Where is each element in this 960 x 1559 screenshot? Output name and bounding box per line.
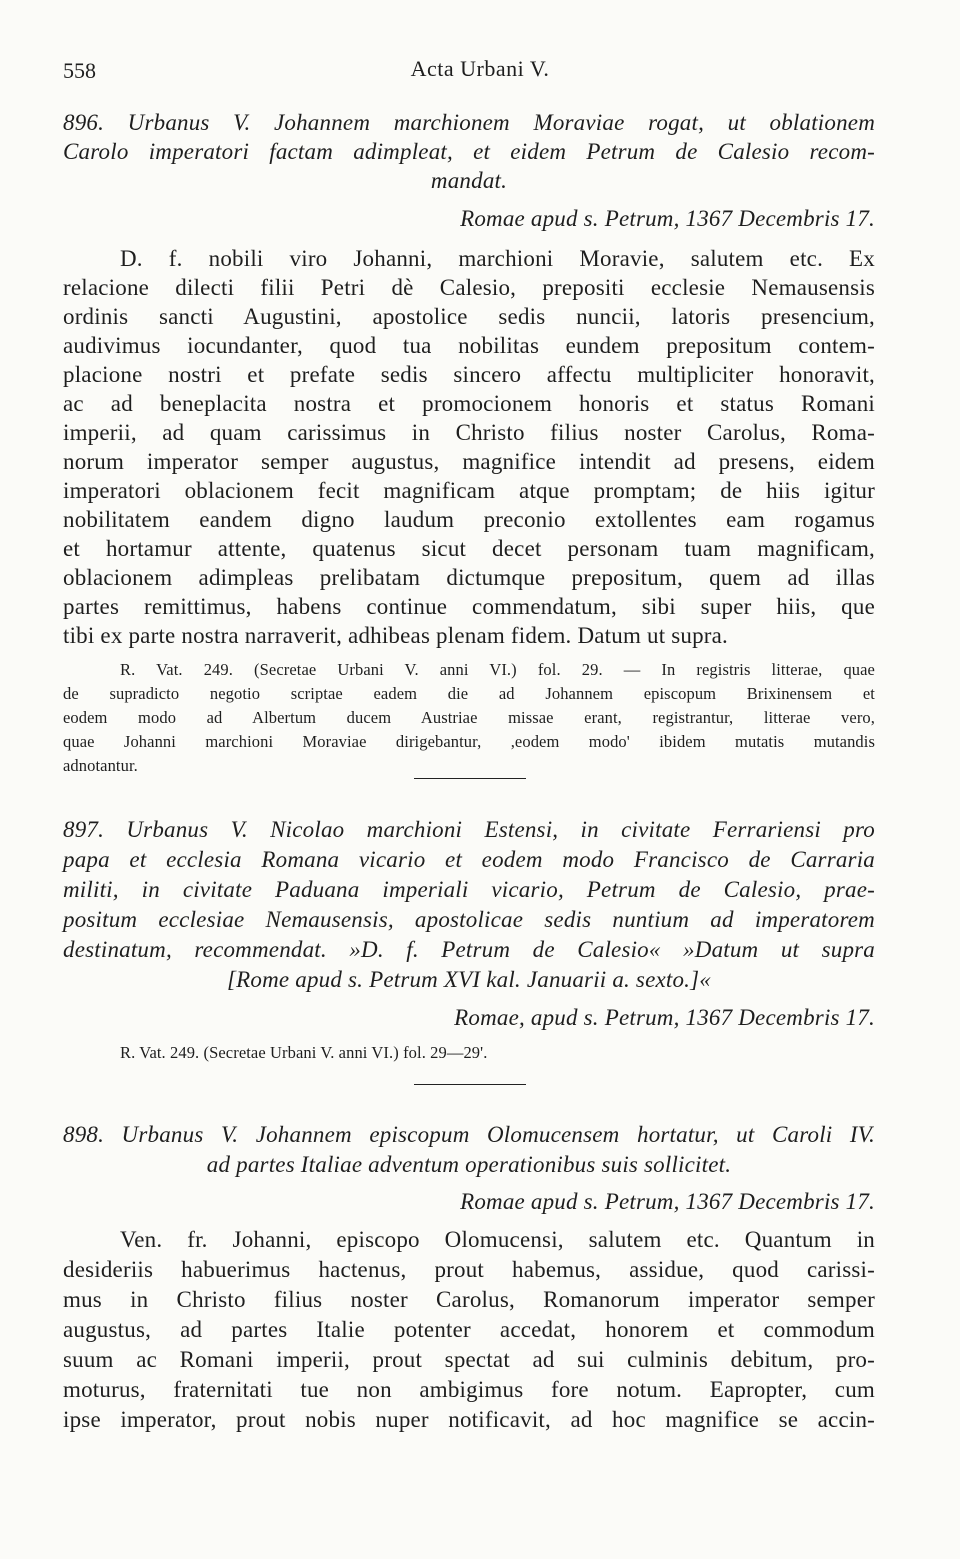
doc896-body-line: audivimus iocundanter, quod tua nobilitas eundem prepositum contem- [63, 333, 875, 358]
doc896-body-line: tibi ex parte nostra narraverit, adhibeas plenam fidem. Datum ut supra. [63, 623, 729, 648]
doc896-note-line: eodem modo ad Albertum ducem Austriae missae erant, registrantur, litterae vero, [63, 708, 875, 727]
doc897-dateline: Romae, apud s. Petrum, 1367 Decembris 17. [454, 1005, 875, 1030]
doc896-note-line: quae Johanni marchioni Moraviae dirigebantur, ,eodem modo' ibidem mutatis mutandis [63, 732, 875, 751]
doc896-body-line: relacione dilecti filii Petri dè Calesio, prepositi ecclesie Nemausensis [63, 275, 875, 300]
doc898-heading-line: 898. Urbanus V. Johannem episcopum Olomucensem hortatur, ut Caroli IV. [63, 1122, 875, 1147]
doc896-body-line: partes remittimus, habens continue commendatum, sibi super hiis, que [63, 594, 875, 619]
doc898-dateline: Romae apud s. Petrum, 1367 Decembris 17. [460, 1189, 875, 1214]
doc896-body-line: placione nostri et prefate sedis sincero affectu multipliciter honoravit, [63, 362, 875, 387]
doc898-body-line: moturus, fraternitati tue non ambigimus fore notum. Eapropter, cum [63, 1377, 875, 1402]
doc896-note-line: adnotantur. [63, 756, 138, 775]
doc898-body-line: augustus, ad partes Italie potenter accedat, honorem et commodum [63, 1317, 875, 1342]
separator-rule [414, 1084, 526, 1085]
doc897-note: R. Vat. 249. (Secretae Urbani V. anni VI.) fol. 29—29'. [120, 1043, 488, 1062]
doc896-body-line: et hortamur attente, quatenus sicut decet personam tuam magnificam, [63, 536, 875, 561]
doc898-body-line: mus in Christo filius noster Carolus, Romanorum imperator semper [63, 1287, 875, 1312]
doc897-heading-line: 897. Urbanus V. Nicolao marchioni Estensi, in civitate Ferrariensi pro [63, 817, 875, 842]
doc896-note-line: de supradicto negotio scriptae eadem die ad Johannem episcopum Brixinensem et [63, 684, 875, 703]
doc896-body-line: nobilitatem eandem digno laudum preconio extollentes eam rogamus [63, 507, 875, 532]
doc896-dateline: Romae apud s. Petrum, 1367 Decembris 17. [460, 206, 875, 231]
doc896-body-line: D. f. nobili viro Johanni, marchioni Moravie, salutem etc. Ex [120, 246, 875, 271]
doc897-heading-line: papa et ecclesia Romana vicario et eodem modo Francisco de Carraria [63, 847, 875, 872]
doc897-heading-line: [Rome apud s. Petrum XVI kal. Januarii a. sexto.]« [227, 967, 711, 992]
doc896-heading-line: 896. Urbanus V. Johannem marchionem Moraviae rogat, ut oblationem [63, 110, 875, 135]
doc898-heading-line: ad partes Italiae adventum operationibus suis sollicitet. [206, 1152, 732, 1177]
doc898-body-line: suum ac Romani imperii, prout spectat ad sui culminis debitum, pro- [63, 1347, 875, 1372]
doc896-heading-line: mandat. [430, 168, 508, 193]
doc897-heading-line: destinatum, recommendat. »D. f. Petrum de Calesio« »Datum ut supra [63, 937, 875, 962]
doc896-body-line: ordinis sancti Augustini, apostolice sedis nuncii, latoris presencium, [63, 304, 875, 329]
doc898-body-line: desideriis habuerimus hactenus, prout habemus, assidue, quod carissi- [63, 1257, 875, 1282]
doc896-body-line: imperii, ad quam carissimus in Christo filius noster Carolus, Roma- [63, 420, 875, 445]
doc897-heading-line: positum ecclesiae Nemausensis, apostolicae sedis nuntium ad imperatorem [63, 907, 875, 932]
doc896-body-line: ac ad beneplacita nostra et promocionem honoris et status Romani [63, 391, 875, 416]
doc898-body-line: ipse imperator, prout nobis nuper notificavit, ad hoc magnifice se accin- [63, 1407, 875, 1432]
doc896-note-line: R. Vat. 249. (Secretae Urbani V. anni VI.) fol. 29. — In registris litterae, quae [120, 660, 875, 679]
doc898-body-line: Ven. fr. Johanni, episcopo Olomucensi, salutem etc. Quantum in [120, 1227, 875, 1252]
doc896-heading-line: Carolo imperatori factam adimpleat, et eidem Petrum de Calesio recom- [63, 139, 875, 164]
running-title: Acta Urbani V. [410, 56, 550, 81]
separator-rule [414, 778, 526, 779]
doc896-body-line: oblacionem adimpleas prelibatam dictumque prepositum, quem ad illas [63, 565, 875, 590]
doc897-heading-line: militi, in civitate Paduana imperiali vicario, Petrum de Calesio, prae- [63, 877, 875, 902]
doc896-body-line: norum imperator semper augustus, magnifice intendit ad presens, eidem [63, 449, 875, 474]
doc896-body-line: imperatori oblacionem fecit magnificam atque promptam; de hiis igitur [63, 478, 875, 503]
page-number: 558 [63, 58, 96, 83]
